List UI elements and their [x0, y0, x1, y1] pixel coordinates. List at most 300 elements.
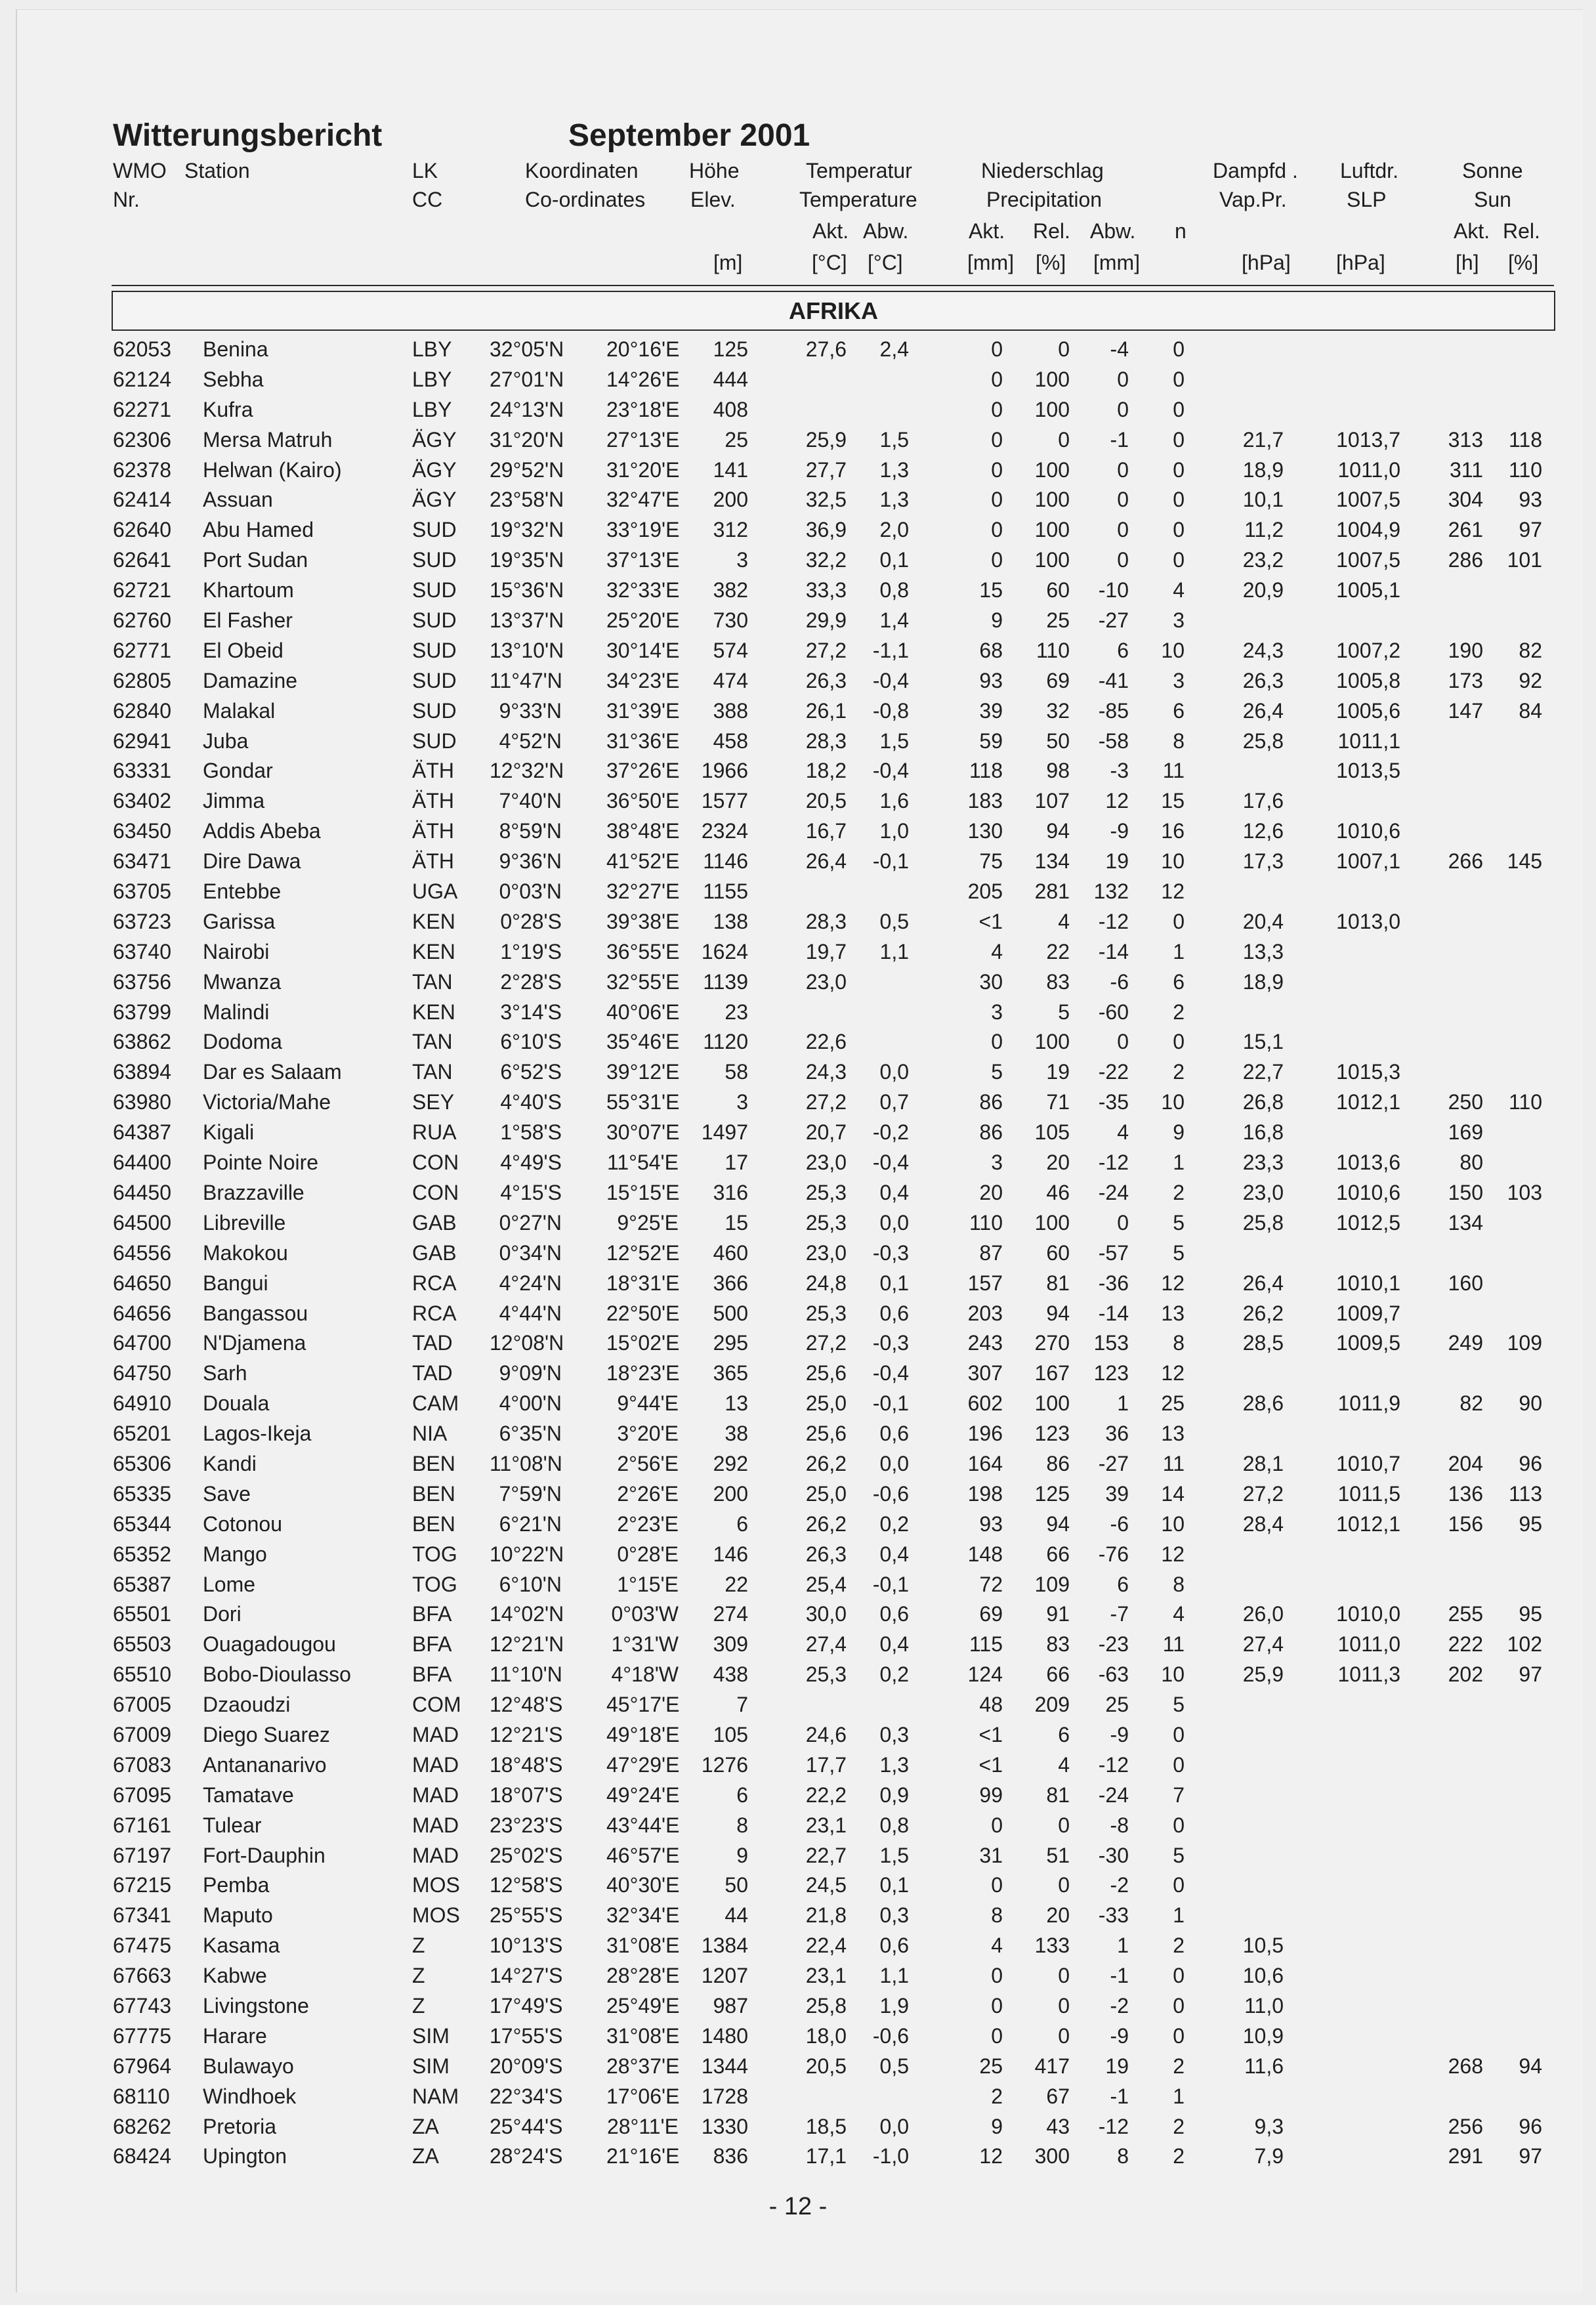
prec-relative: 5 [1058, 1000, 1070, 1024]
unit-elev: [m] [713, 251, 743, 274]
sea-level-pressure: 1012,1 [1336, 1512, 1400, 1536]
sunshine-relative: 110 [1508, 1090, 1542, 1114]
wmo-number: 62124 [113, 367, 171, 391]
table-row [0, 1720, 1596, 1750]
latitude: 6°35'N [499, 1422, 562, 1446]
country-code: LBY [412, 397, 452, 421]
prec-deviation: 36 [1105, 1422, 1129, 1446]
prec-days: 12 [1161, 1542, 1185, 1566]
temp-actual: 25,3 [805, 1662, 847, 1687]
latitude: 18°48'S [490, 1752, 563, 1777]
table-row [0, 1269, 1596, 1299]
table-row [0, 1419, 1596, 1449]
elevation: 1497 [701, 1120, 748, 1145]
country-code: TAD [412, 1331, 453, 1355]
temp-deviation: 1,1 [879, 1964, 909, 1988]
latitude: 0°27'N [499, 1210, 562, 1235]
temp-deviation: 0,0 [879, 1210, 909, 1235]
temp-actual: 24,3 [805, 1060, 847, 1084]
vapour-pressure: 28,1 [1242, 1451, 1284, 1475]
temp-actual: 18,2 [805, 759, 847, 783]
country-code: UGA [412, 879, 458, 904]
station-name: Dire Dawa [203, 849, 301, 874]
prec-actual: 72 [979, 1572, 1003, 1596]
prec-actual: 115 [969, 1632, 1003, 1657]
country-code: ÄTH [412, 819, 454, 843]
elevation: 1330 [701, 2114, 748, 2138]
temp-deviation: 0,1 [879, 1873, 909, 1897]
prec-deviation: 8 [1117, 2144, 1129, 2168]
prec-days: 2 [1173, 1180, 1185, 1204]
sunshine-relative: 82 [1519, 638, 1542, 662]
latitude: 4°00'N [499, 1391, 562, 1416]
unit-prec-rel: [%] [1036, 251, 1066, 274]
longitude: 3°20'E [617, 1422, 679, 1446]
prec-deviation: -27 [1098, 608, 1129, 633]
prec-actual: 0 [991, 427, 1003, 452]
temp-actual: 20,5 [805, 789, 847, 813]
station-name: Sebha [203, 367, 264, 391]
prec-relative: 134 [1034, 849, 1070, 874]
latitude: 25°44'S [490, 2114, 563, 2138]
prec-days: 2 [1173, 2114, 1185, 2138]
elevation: 9 [736, 1843, 748, 1867]
sea-level-pressure: 1007,5 [1336, 548, 1400, 572]
prec-actual: 87 [979, 1240, 1003, 1265]
temp-actual: 17,7 [805, 1752, 847, 1777]
header-elev: Elev. [690, 188, 736, 211]
sunshine-relative: 95 [1519, 1512, 1542, 1536]
prec-relative: 281 [1034, 879, 1070, 904]
wmo-number: 67197 [113, 1843, 171, 1867]
prec-relative: 100 [1034, 457, 1070, 482]
prec-deviation: 1 [1117, 1391, 1129, 1416]
prec-days: 25 [1161, 1391, 1185, 1416]
table-row [0, 1811, 1596, 1841]
country-code: GAB [412, 1240, 457, 1265]
sunshine-relative: 94 [1519, 2054, 1542, 2078]
table-row [0, 1750, 1596, 1781]
elevation: 1207 [701, 1964, 748, 1988]
latitude: 14°02'N [490, 1602, 564, 1626]
sunshine-hours: 169 [1448, 1120, 1483, 1145]
elevation: 6 [736, 1783, 748, 1807]
longitude: 34°23'E [606, 668, 680, 692]
temp-deviation: 0,6 [879, 1934, 909, 1958]
prec-relative: 0 [1058, 427, 1070, 452]
longitude: 37°13'E [606, 548, 680, 572]
sunshine-hours: 256 [1448, 2114, 1483, 2138]
prec-deviation: 0 [1117, 1030, 1129, 1054]
sunshine-hours: 160 [1448, 1271, 1483, 1295]
wmo-number: 64387 [113, 1120, 171, 1145]
latitude: 29°52'N [490, 457, 564, 482]
temp-deviation: -0,1 [872, 849, 909, 874]
prec-actual: 93 [979, 1512, 1003, 1536]
latitude: 0°28'S [500, 909, 562, 933]
wmo-number: 64500 [113, 1210, 171, 1235]
prec-days: 0 [1173, 1993, 1185, 2018]
country-code: CON [412, 1151, 459, 1175]
latitude: 31°20'N [490, 427, 564, 452]
longitude: 41°52'E [606, 849, 680, 874]
temp-deviation: 0,2 [879, 1662, 909, 1687]
prec-relative: 20 [1046, 1903, 1070, 1928]
country-code: RCA [412, 1301, 457, 1325]
sea-level-pressure: 1009,7 [1336, 1301, 1400, 1325]
header-wmo: WMO [113, 159, 167, 182]
wmo-number: 68424 [113, 2144, 171, 2168]
vapour-pressure: 24,3 [1242, 638, 1284, 662]
elevation: 13 [724, 1391, 748, 1416]
vapour-pressure: 11,2 [1244, 518, 1284, 542]
wmo-number: 67215 [113, 1873, 171, 1897]
country-code: MAD [412, 1722, 459, 1746]
station-name: Entebbe [203, 879, 282, 904]
prec-actual: 0 [991, 337, 1003, 361]
country-code: NAM [412, 2084, 459, 2108]
prec-relative: 0 [1058, 2023, 1070, 2048]
latitude: 27°01'N [490, 367, 564, 391]
latitude: 4°24'N [499, 1271, 562, 1295]
latitude: 6°10'S [500, 1030, 562, 1054]
temp-deviation: 1,3 [879, 488, 909, 512]
sunshine-hours: 82 [1460, 1391, 1483, 1416]
wmo-number: 63740 [113, 939, 171, 963]
prec-relative: 67 [1046, 2084, 1070, 2108]
wmo-number: 68110 [113, 2084, 170, 2108]
temp-deviation: -0,4 [872, 759, 909, 783]
temp-deviation: 0,6 [879, 1602, 909, 1626]
latitude: 7°59'N [499, 1481, 562, 1506]
prec-relative: 43 [1046, 2114, 1070, 2138]
sea-level-pressure: 1010,6 [1336, 1180, 1400, 1204]
country-code: MOS [412, 1903, 460, 1928]
prec-deviation: -57 [1098, 1240, 1129, 1265]
temp-actual: 18,0 [805, 2023, 847, 2048]
longitude: 36°50'E [606, 789, 680, 813]
country-code: SIM [412, 2023, 450, 2048]
prec-actual: 0 [991, 367, 1003, 391]
longitude: 2°23'E [617, 1512, 679, 1536]
sunshine-hours: 134 [1448, 1210, 1483, 1235]
table-row [0, 1931, 1596, 1961]
temp-deviation: 0,6 [879, 1301, 909, 1325]
latitude: 23°23'S [490, 1813, 563, 1837]
temp-deviation: -0,3 [872, 1331, 909, 1355]
prec-days: 3 [1173, 608, 1185, 633]
wmo-number: 63756 [113, 969, 171, 994]
table-row [0, 786, 1596, 816]
vapour-pressure: 11,6 [1244, 2054, 1284, 2078]
wmo-number: 62721 [113, 578, 171, 603]
prec-relative: 51 [1046, 1843, 1070, 1867]
prec-relative: 94 [1046, 1301, 1070, 1325]
longitude: 15°02'E [606, 1331, 680, 1355]
prec-deviation: -2 [1110, 1873, 1129, 1897]
prec-actual: 86 [979, 1090, 1003, 1114]
temp-actual: 28,3 [805, 909, 847, 933]
longitude: 47°29'E [606, 1752, 680, 1777]
latitude: 11°10'N [490, 1662, 562, 1687]
prec-days: 1 [1173, 1903, 1185, 1928]
sunshine-relative: 109 [1507, 1331, 1542, 1355]
prec-deviation: -10 [1098, 578, 1129, 603]
prec-relative: 46 [1046, 1180, 1070, 1204]
prec-deviation: -30 [1098, 1843, 1129, 1867]
latitude: 6°52'S [500, 1060, 562, 1084]
station-name: Nairobi [203, 939, 270, 963]
latitude: 32°05'N [490, 337, 564, 361]
country-code: Z [412, 1964, 425, 1988]
country-code: TOG [412, 1542, 457, 1566]
country-code: SUD [412, 578, 457, 603]
latitude: 10°13'S [490, 1934, 563, 1958]
temp-actual: 21,8 [805, 1903, 847, 1928]
station-name: Pretoria [203, 2114, 277, 2138]
header-lk: LK [412, 159, 438, 182]
temp-deviation: 1,1 [879, 939, 909, 963]
longitude: 31°08'E [606, 2023, 680, 2048]
station-name: Livingstone [203, 1993, 309, 2018]
wmo-number: 62306 [113, 427, 171, 452]
prec-relative: 22 [1046, 939, 1070, 963]
temp-deviation: 0,5 [879, 909, 909, 933]
country-code: GAB [412, 1210, 457, 1235]
longitude: 39°38'E [606, 909, 680, 933]
prec-days: 10 [1161, 1662, 1185, 1687]
sea-level-pressure: 1010,0 [1336, 1602, 1400, 1626]
prec-relative: 25 [1046, 608, 1070, 633]
prec-actual: 20 [979, 1180, 1003, 1204]
prec-actual: 164 [967, 1451, 1003, 1475]
longitude: 1°31'W [611, 1632, 679, 1657]
temp-actual: 24,8 [805, 1271, 847, 1295]
prec-relative: 83 [1046, 969, 1070, 994]
region-header [112, 291, 1555, 331]
longitude: 45°17'E [606, 1693, 680, 1717]
latitude: 4°15'S [500, 1180, 562, 1204]
wmo-number: 67475 [113, 1934, 171, 1958]
station-name: Jimma [203, 789, 265, 813]
prec-relative: 32 [1046, 698, 1070, 723]
wmo-number: 62053 [113, 337, 171, 361]
wmo-number: 65306 [113, 1451, 171, 1475]
wmo-number: 67009 [113, 1722, 171, 1746]
wmo-number: 63450 [113, 819, 171, 843]
station-name: Ouagadougou [203, 1632, 336, 1657]
elevation: 312 [713, 518, 748, 542]
prec-deviation: 12 [1105, 789, 1129, 813]
prec-actual: 0 [991, 457, 1003, 482]
header-sun-de: Sonne [1462, 159, 1523, 182]
wmo-number: 67341 [113, 1903, 171, 1928]
prec-relative: 86 [1046, 1451, 1070, 1475]
sunshine-relative: 95 [1519, 1602, 1542, 1626]
vapour-pressure: 20,9 [1242, 578, 1284, 603]
sunshine-hours: 261 [1448, 518, 1483, 542]
wmo-number: 64650 [113, 1271, 171, 1295]
prec-actual: 243 [967, 1331, 1003, 1355]
sea-level-pressure: 1013,0 [1336, 909, 1400, 933]
wmo-number: 67743 [113, 1993, 171, 2018]
header-sun-en: Sun [1474, 188, 1511, 211]
table-row [0, 1299, 1596, 1329]
temp-actual: 22,6 [805, 1030, 847, 1054]
longitude: 28°11'E [606, 2114, 679, 2138]
prec-actual: 2 [991, 2084, 1003, 2108]
temp-deviation: 1,3 [879, 457, 909, 482]
wmo-number: 62771 [113, 638, 171, 662]
elevation: 1624 [701, 939, 748, 963]
prec-actual: 0 [991, 2023, 1003, 2048]
table-row [0, 425, 1596, 455]
temp-deviation: 0,2 [879, 1512, 909, 1536]
header-precipitation-en: Precipitation [986, 188, 1102, 211]
longitude: 11°54'E [606, 1151, 679, 1175]
sea-level-pressure: 1011,0 [1337, 1632, 1400, 1657]
vapour-pressure: 28,6 [1242, 1391, 1284, 1416]
temp-deviation: 0,0 [879, 1451, 909, 1475]
wmo-number: 62805 [113, 668, 171, 692]
latitude: 12°08'N [490, 1331, 564, 1355]
station-name: Malakal [203, 698, 276, 723]
prec-deviation: 123 [1093, 1361, 1129, 1385]
prec-deviation: 0 [1117, 488, 1129, 512]
latitude: 19°32'N [490, 518, 564, 542]
temp-deviation: 0,0 [879, 2114, 909, 2138]
latitude: 12°21'N [490, 1632, 564, 1657]
temp-actual: 29,9 [805, 608, 847, 633]
table-row [0, 1057, 1596, 1088]
prec-actual: 0 [991, 397, 1003, 421]
header-sun-rel: Rel. [1503, 219, 1540, 243]
prec-actual: 8 [991, 1903, 1003, 1928]
prec-relative: 6 [1058, 1722, 1070, 1746]
latitude: 6°21'N [499, 1512, 562, 1536]
header-prec-days: n [1175, 219, 1186, 243]
temp-deviation: 0,4 [879, 1180, 909, 1204]
country-code: ÄTH [412, 849, 454, 874]
country-code: KEN [412, 909, 455, 933]
sea-level-pressure: 1010,7 [1336, 1451, 1400, 1475]
prec-days: 6 [1173, 969, 1185, 994]
prec-relative: 133 [1034, 1934, 1070, 1958]
prec-deviation: -76 [1098, 1542, 1129, 1566]
prec-days: 16 [1161, 819, 1185, 843]
longitude: 9°25'E [617, 1210, 679, 1235]
latitude: 0°34'N [499, 1240, 562, 1265]
station-name: Dodoma [203, 1030, 282, 1054]
elevation: 382 [713, 578, 748, 603]
latitude: 4°44'N [499, 1301, 562, 1325]
prec-actual: 39 [979, 698, 1003, 723]
longitude: 32°34'E [606, 1903, 680, 1928]
prec-relative: 66 [1046, 1662, 1070, 1687]
station-name: Abu Hamed [203, 518, 314, 542]
prec-days: 0 [1173, 1752, 1185, 1777]
latitude: 9°36'N [499, 849, 562, 874]
prec-actual: 148 [967, 1542, 1003, 1566]
country-code: ÄGY [412, 488, 457, 512]
latitude: 0°03'N [499, 879, 562, 904]
vapour-pressure: 10,1 [1242, 488, 1284, 512]
vapour-pressure: 11,0 [1244, 1993, 1284, 2018]
table-row [0, 1510, 1596, 1540]
temp-actual: 26,2 [805, 1512, 847, 1536]
prec-relative: 98 [1046, 759, 1070, 783]
elevation: 3 [736, 548, 748, 572]
station-name: Brazzaville [203, 1180, 304, 1204]
country-code: TOG [412, 1572, 457, 1596]
table-row [0, 967, 1596, 998]
table-row [0, 1690, 1596, 1720]
temp-actual: 23,0 [805, 969, 847, 994]
prec-relative: 81 [1046, 1783, 1070, 1807]
country-code: MAD [412, 1752, 459, 1777]
country-code: BFA [412, 1632, 452, 1657]
sea-level-pressure: 1011,9 [1337, 1391, 1400, 1416]
country-code: BEN [412, 1481, 455, 1506]
elevation: 458 [713, 729, 748, 753]
country-code: SUD [412, 518, 457, 542]
station-name: Bangassou [203, 1301, 308, 1325]
prec-days: 0 [1173, 337, 1185, 361]
country-code: Z [412, 1993, 425, 2018]
latitude: 17°49'S [490, 1993, 563, 2018]
temp-deviation: 0,5 [879, 2054, 909, 2078]
station-name: Pemba [203, 1873, 270, 1897]
temp-deviation: -0,4 [872, 1151, 909, 1175]
sunshine-relative: 101 [1507, 548, 1542, 572]
temp-deviation: 0,3 [879, 1903, 909, 1928]
prec-relative: 100 [1034, 1030, 1070, 1054]
wmo-number: 62378 [113, 457, 171, 482]
prec-actual: 4 [991, 939, 1003, 963]
vapour-pressure: 25,9 [1242, 1662, 1284, 1687]
table-row [0, 365, 1596, 395]
sunshine-relative: 90 [1519, 1391, 1542, 1416]
prec-deviation: 132 [1093, 879, 1129, 904]
table-row [0, 1328, 1596, 1359]
sea-level-pressure: 1005,1 [1336, 578, 1400, 603]
header-vapour-pressure-de: Dampfd . [1213, 159, 1298, 182]
prec-days: 3 [1173, 668, 1185, 692]
temp-actual: 32,2 [805, 548, 847, 572]
sunshine-hours: 204 [1448, 1451, 1483, 1475]
longitude: 18°31'E [606, 1271, 680, 1295]
station-name: Upington [203, 2144, 287, 2168]
table-row [0, 1660, 1596, 1690]
temp-actual: 36,9 [805, 518, 847, 542]
prec-relative: 209 [1034, 1693, 1070, 1717]
country-code: ÄGY [412, 427, 457, 452]
temp-actual: 23,1 [805, 1813, 847, 1837]
temp-deviation: 1,5 [879, 1843, 909, 1867]
vapour-pressure: 27,4 [1242, 1632, 1284, 1657]
latitude: 3°14'S [500, 1000, 562, 1024]
sea-level-pressure: 1010,6 [1336, 819, 1400, 843]
sunshine-relative: 96 [1519, 1451, 1542, 1475]
latitude: 1°19'S [500, 939, 562, 963]
sunshine-relative: 113 [1508, 1481, 1542, 1506]
vapour-pressure: 26,8 [1242, 1090, 1284, 1114]
country-code: SIM [412, 2054, 450, 2078]
prec-actual: 68 [979, 638, 1003, 662]
prec-days: 0 [1173, 457, 1185, 482]
elevation: 141 [713, 457, 748, 482]
prec-relative: 300 [1034, 2144, 1070, 2168]
